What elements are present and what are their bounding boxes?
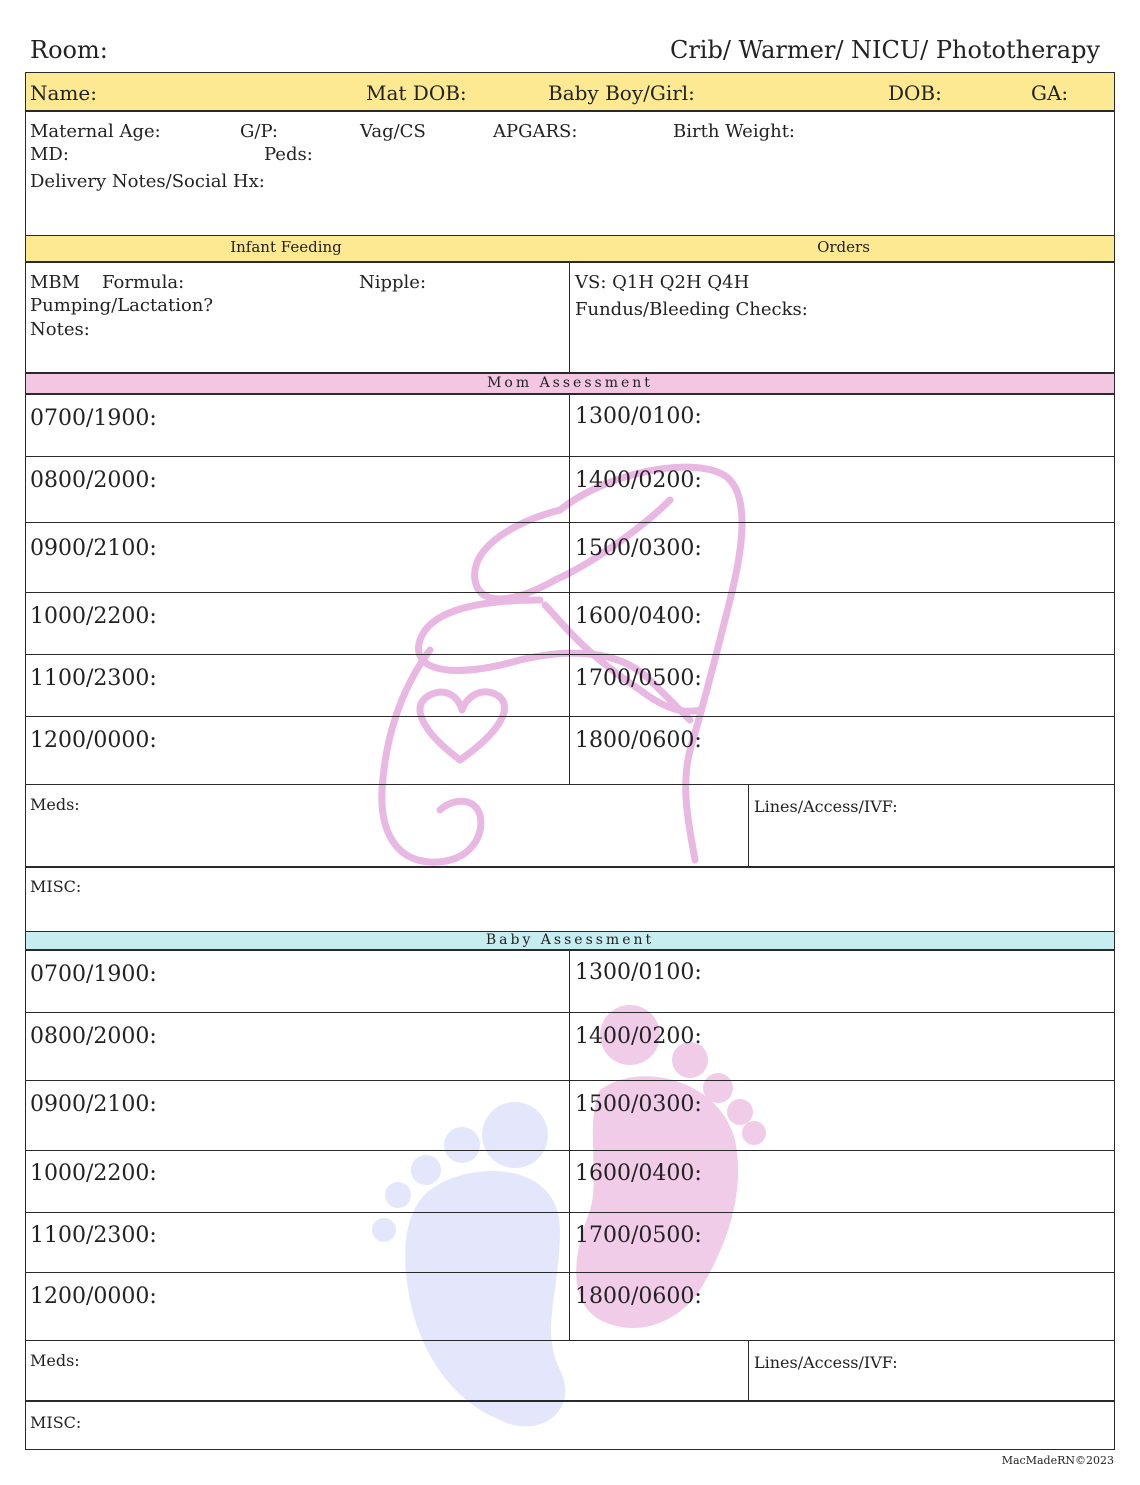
mom-time-slot: 0800/2000: (30, 468, 157, 493)
baby-misc-box (25, 1400, 1115, 1450)
mom-assessment-bar (25, 373, 1115, 395)
delivery-type-label: Vag/CS (360, 121, 426, 142)
mom-time-slot: 1200/0000: (30, 728, 157, 753)
mom-time-slot: 1800/0600: (575, 728, 702, 753)
mat-dob-label: Mat DOB: (366, 81, 467, 105)
baby-time-slot: 1300/0100: (575, 960, 702, 985)
baby-time-slot: 0800/2000: (30, 1024, 157, 1049)
mbm-label: MBM (30, 272, 81, 293)
mom-time-slot: 1000/2200: (30, 604, 157, 629)
mom-assessment-heading: Mom Assessment (487, 375, 653, 391)
mom-time-slot: 1700/0500: (575, 666, 702, 691)
baby-time-slot: 1400/0200: (575, 1024, 702, 1049)
vs-frequency-label: VS: Q1H Q2H Q4H (575, 272, 750, 293)
peds-label: Peds: (264, 144, 313, 165)
mom-misc-label: MISC: (30, 877, 82, 896)
mom-meds-lines-box (25, 784, 1115, 868)
mom-time-slot: 0900/2100: (30, 536, 157, 561)
care-options-label: Crib/ Warmer/ NICU/ Phototherapy (669, 36, 1100, 64)
baby-time-slot: 1200/0000: (30, 1284, 157, 1309)
baby-assessment-grid (25, 949, 1115, 1341)
baby-time-slot: 0900/2100: (30, 1092, 157, 1117)
room-label: Room: (30, 36, 108, 64)
mom-assessment-grid (25, 393, 1115, 785)
mom-meds-label: Meds: (30, 795, 80, 814)
mom-lines-label: Lines/Access/IVF: (754, 797, 898, 816)
baby-assessment-bar (25, 931, 1115, 951)
infant-feeding-heading: Infant Feeding (230, 238, 342, 256)
baby-time-slot: 0700/1900: (30, 962, 157, 987)
baby-time-slot: 1000/2200: (30, 1161, 157, 1186)
baby-misc-label: MISC: (30, 1413, 82, 1432)
baby-time-slot: 1800/0600: (575, 1284, 702, 1309)
maternal-info-box (25, 110, 1115, 236)
gp-label: G/P: (240, 121, 278, 142)
fundus-checks-label: Fundus/Bleeding Checks: (575, 299, 808, 320)
feeding-notes-label: Notes: (30, 319, 90, 340)
mom-time-slot: 1500/0300: (575, 536, 702, 561)
mom-time-slot: 0700/1900: (30, 406, 157, 431)
feeding-orders-box (25, 261, 1115, 373)
name-label: Name: (30, 81, 97, 105)
maternal-age-label: Maternal Age: (30, 121, 161, 142)
ga-label: GA: (1031, 81, 1069, 105)
mom-time-slot: 1400/0200: (575, 468, 702, 493)
baby-meds-lines-box (25, 1340, 1115, 1402)
md-label: MD: (30, 144, 69, 165)
baby-assessment-heading: Baby Assessment (485, 932, 655, 948)
feeding-orders-bar (25, 235, 1115, 263)
nipple-label: Nipple: (359, 272, 427, 293)
delivery-notes-label: Delivery Notes/Social Hx: (30, 171, 265, 192)
mom-time-slot: 1100/2300: (30, 666, 157, 691)
apgars-label: APGARS: (493, 121, 578, 142)
baby-meds-label: Meds: (30, 1351, 80, 1370)
mom-time-slot: 1300/0100: (575, 404, 702, 429)
mom-misc-box (25, 866, 1115, 932)
mom-time-slot: 1600/0400: (575, 604, 702, 629)
pumping-label: Pumping/Lactation? (30, 295, 214, 316)
baby-time-slot: 1600/0400: (575, 1161, 702, 1186)
formula-label: Formula: (102, 272, 185, 293)
baby-time-slot: 1500/0300: (575, 1092, 702, 1117)
baby-time-slot: 1700/0500: (575, 1223, 702, 1248)
baby-time-slot: 1100/2300: (30, 1223, 157, 1248)
birth-weight-label: Birth Weight: (673, 121, 795, 142)
dob-label: DOB: (888, 81, 942, 105)
baby-sex-label: Baby Boy/Girl: (548, 81, 695, 105)
baby-lines-label: Lines/Access/IVF: (754, 1353, 898, 1372)
copyright-footer: MacMadeRN©2023 (1001, 1454, 1114, 1467)
patient-info-bar (25, 72, 1115, 112)
orders-heading: Orders (817, 238, 870, 256)
